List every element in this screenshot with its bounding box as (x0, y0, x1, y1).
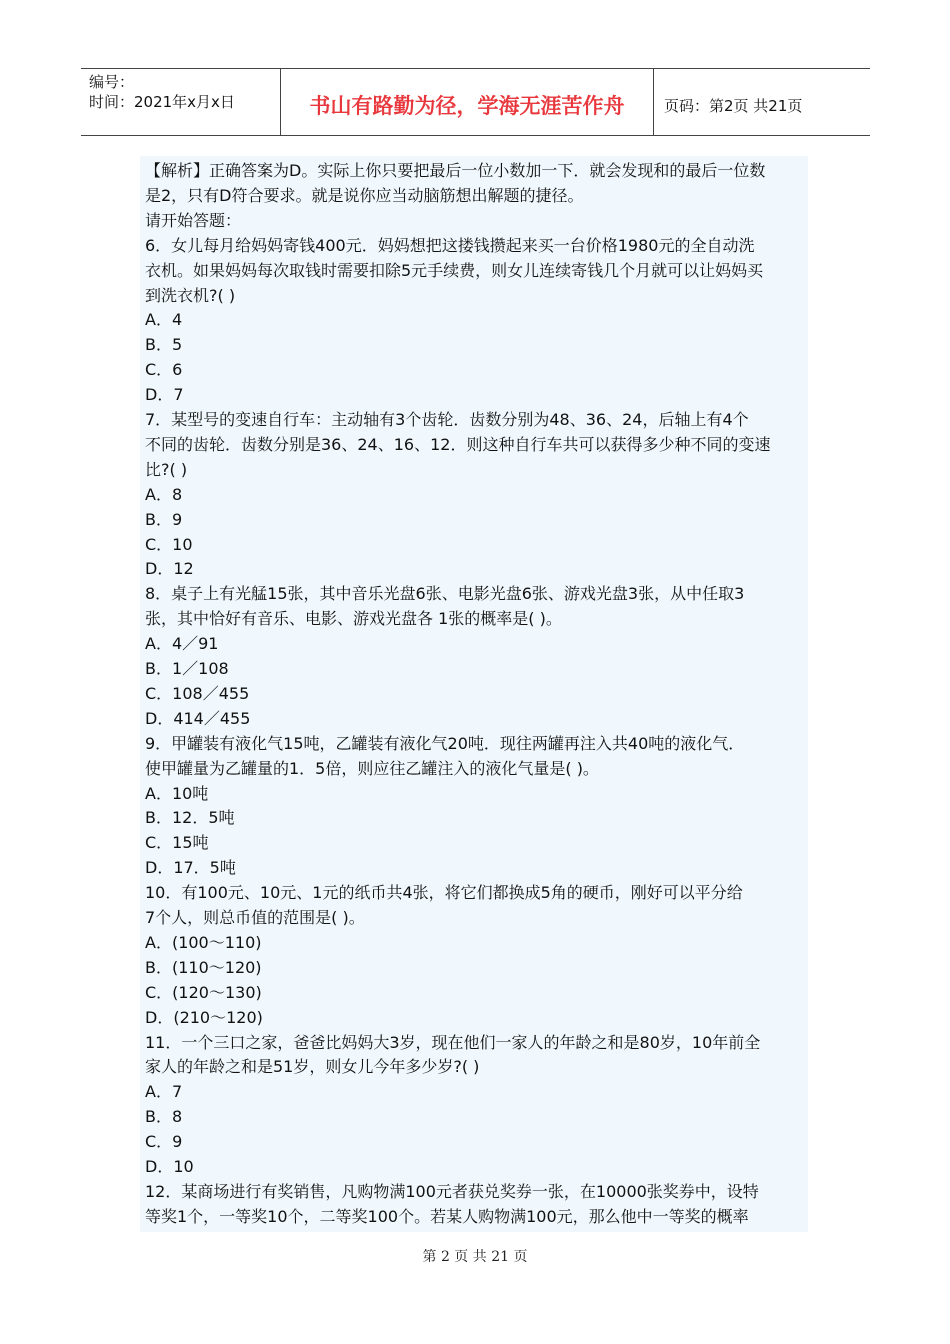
text-line: 不同的齿轮．齿数分别是36、24、16、12．则这种自行车共可以获得多少种不同的变速 (145, 434, 771, 454)
text-line: B．(110～120) (145, 957, 262, 977)
text-line: D．17．5吨 (145, 858, 236, 878)
text-line: 11．一个三口之家，爸爸比妈妈大3岁，现在他们一家人的年龄之和是80岁，10年前全 (145, 1032, 761, 1052)
text-line: D．12 (145, 559, 194, 579)
text-line: C．108／455 (145, 683, 250, 703)
text-line: 等奖1个，一等奖10个，二等奖100个。若某人购物满100元，那么他中一等奖的概率 (145, 1206, 749, 1226)
text-line: 7个人，则总币值的范围是( )。 (145, 908, 365, 927)
text-line: 到洗衣机?( ) (145, 285, 236, 305)
text-line: B．9 (145, 509, 183, 529)
text-line: 家人的年龄之和是51岁，则女儿今年多少岁?( ) (145, 1057, 480, 1077)
text-line: A．10吨 (145, 783, 209, 803)
text-line: C．10 (145, 534, 193, 554)
text-line: D．7 (145, 385, 184, 405)
text-line: 使甲罐量为乙罐量的1．5倍，则应往乙罐注入的液化气量是( )。 (145, 758, 599, 778)
text-line: 【解析】正确答案为D。实际上你只要把最后一位小数加一下．就会发现和的最后一位数 (145, 161, 766, 180)
text-line: 7．某型号的变速自行车：主动轴有3个齿轮．齿数分别为48、36、24，后轴上有4个 (145, 410, 749, 429)
text-line: A．8 (145, 484, 183, 504)
text-line: 6．女儿每月给妈妈寄钱400元．妈妈想把这搂钱攒起来买一台价格1980元的全自动洗 (145, 235, 755, 255)
time-label: 时间：2021年x月x日 (89, 93, 235, 111)
text-line: C．9 (145, 1132, 183, 1152)
text-line: 是2，只有D符合要求。就是说你应当动脑筋想出解题的捷径。 (145, 185, 584, 205)
text-line: 张，其中恰好有音乐、电影、游戏光盘各 1张的概率是( )。 (145, 609, 562, 629)
page-info: 页码：第2页 共21页 (664, 96, 803, 115)
text-line: D．10 (145, 1157, 194, 1176)
motto: 书山有路勤为径，学海无涯苦作舟 (281, 69, 654, 135)
text-line: D．(210～120) (145, 1007, 263, 1027)
text-line: C．(120～130) (145, 982, 262, 1002)
text-line: B．8 (145, 1107, 183, 1127)
text-line: 8．桌子上有光艋15张，其中音乐光盘6张、电影光盘6张、游戏光盘3张，从中任取3 (145, 584, 745, 604)
text-line: A．4 (145, 310, 183, 330)
document-body (140, 156, 808, 1232)
number-label: 编号： (89, 73, 135, 91)
text-line: 衣机。如果妈妈每次取钱时需要扣除5元手续费，则女儿连续寄钱几个月就可以让妈妈买 (145, 260, 764, 280)
text-line: C．6 (145, 360, 183, 380)
header-table (81, 68, 870, 136)
text-line: A．(100～110) (145, 932, 262, 952)
text-line: B．12．5吨 (145, 808, 235, 828)
text-line: C．15吨 (145, 833, 209, 853)
text-line: 请开始答题： (145, 210, 242, 230)
text-line: B．5 (145, 335, 183, 355)
page-footer: 第 2 页 共 21 页 (422, 1249, 528, 1265)
header-meta (81, 69, 281, 135)
text-line: B．1／108 (145, 659, 229, 678)
text-line: A．7 (145, 1082, 183, 1102)
text-line: 9．甲罐装有液化气15吨，乙罐装有液化气20吨．现往两罐再注入共40吨的液化气． (145, 733, 745, 753)
text-line: 12．某商场进行有奖销售，凡购物满100元者获兑奖券一张，在10000张奖券中，设特 (145, 1181, 759, 1201)
text-line: D．414／455 (145, 708, 251, 728)
text-line: 比?( ) (145, 459, 188, 479)
text-line: 10．有100元、10元、1元的纸币共4张，将它们都换成5角的硬币，刚好可以平分给 (145, 883, 743, 903)
text-line: A．4／91 (145, 634, 219, 654)
